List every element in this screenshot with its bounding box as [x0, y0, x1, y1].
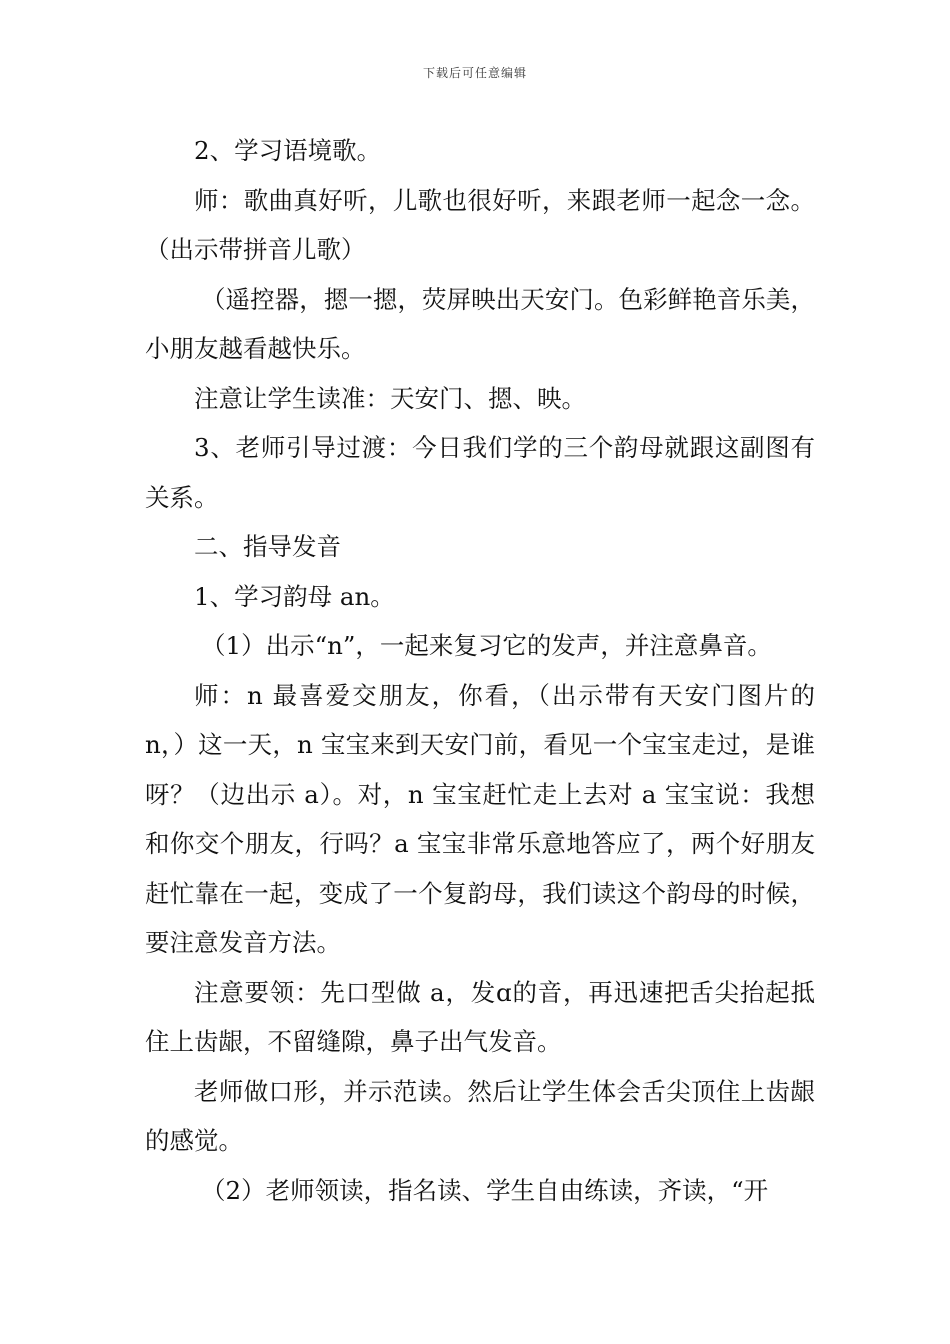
- paragraph-1: 2、学习语境歌。: [194, 136, 382, 165]
- paragraph-2: 师：歌曲真好听，儿歌也很好听，来跟老师一起念一念。（出示带拼音儿歌）: [145, 185, 815, 264]
- paragraph-10: 注意要领：先口型做 a，发ɑ的音，再迅速把舌尖抬起抵住上齿龈，不留缝隙，鼻子出气发音。: [145, 977, 815, 1056]
- paragraph-8: （1）出示“n”，一起来复习它的发声，并注意鼻音。: [201, 631, 772, 660]
- paragraph-6: 二、指导发音: [194, 532, 341, 561]
- page-header: 下载后可任意编辑: [422, 66, 527, 80]
- paragraph-7: 1、学习韵母 an。: [194, 581, 395, 611]
- paragraph-3: （遥控器，摁一摁，荧屏映出天安门。色彩鲜艳音乐美，小朋友越看越快乐。: [145, 284, 815, 363]
- document-body: [145, 126, 815, 1215]
- paragraph-12: （2）老师领读，指名读、学生自由练读，齐读，“开: [201, 1175, 769, 1205]
- paragraph-11: 老师做口形，并示范读。然后让学生体会舌尖顶住上齿龈的感觉。: [145, 1076, 815, 1155]
- paragraph-5: 3、老师引导过渡：今日我们学的三个韵母就跟这副图有关系。: [145, 433, 815, 512]
- paragraph-9: 师：n 最喜爱交朋友，你看，（出示带有天安门图片的 n，）这一天，n 宝宝来到天安门前，看见一个宝宝走过，是谁呀？（边出示 a）。对，n 宝宝赶忙走上去对 a 宝宝说：我想和你交个朋友，行吗？a 宝宝非常乐意地答应了，两个好朋友赶忙靠在一起，变成了一个复韵母，我们读这个韵母的时候，要注意发音方法。: [145, 680, 815, 957]
- paragraph-4: 注意让学生读准：天安门、摁、映。: [194, 383, 586, 413]
